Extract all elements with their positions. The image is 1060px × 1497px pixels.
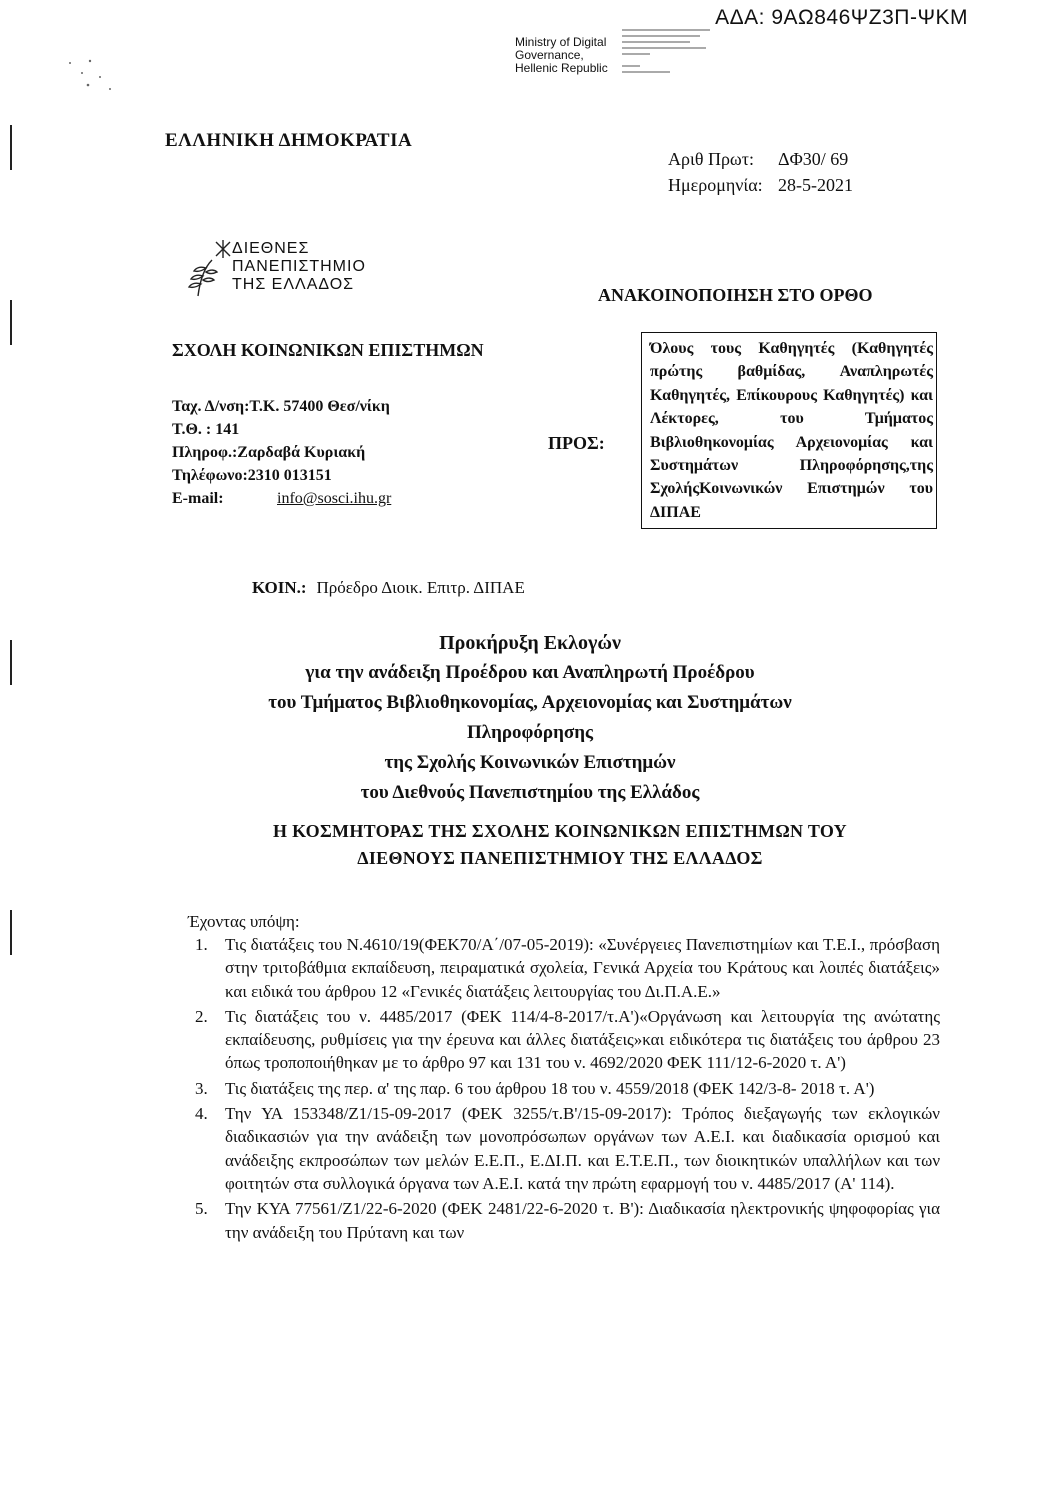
- scan-edge-rule: [10, 910, 12, 955]
- digital-signature-org: [515, 36, 615, 75]
- signature-line-3: Hellenic Republic: [515, 61, 608, 75]
- school-heading: ΣΧΟΛΗ ΚΟΙΝΩΝΙΚΩΝ ΕΠΙΣΤΗΜΩΝ: [172, 340, 484, 360]
- cc-value: Πρόεδρο Διοικ. Επιτρ. ΔΙΠΑΕ: [316, 578, 525, 597]
- announcement-line-4: Πληροφόρησης: [466, 722, 594, 743]
- signature-line-2: Governance,: [515, 48, 584, 62]
- list-item-text: Τις διατάξεις του Ν.4610/19(ΦΕΚ70/Α΄/07-05-2019): «Συνέργειες Πανεπιστημίων και Τ.Ε.Ι., πρόσβαση στην τριτοβάθμια εκπαίδευση, πειραματικά σχολεία, Γενικά Αρχεία του Κράτους και λοιπές διατάξεις» και ειδικά του άρθρου 12 «Γενικές διατάξεις λειτουργίας του Δι.Π.Α.Ε.»: [225, 935, 940, 1001]
- cc-label: ΚΟΙΝ.:: [252, 578, 307, 597]
- list-item-text: Την ΚΥΑ 77561/Ζ1/22-6-2020 (ΦΕΚ 2481/22-6-2020 τ. Β'): Διαδικασία ηλεκτρονικής ψηφοφορίας για την ανάδειξη του Πρύτανη και των: [225, 1199, 940, 1242]
- announcement-line-2: για την ανάδειξη Προέδρου και Αναπληρωτή Προέδρου: [305, 662, 755, 683]
- announcement-line-5: της Σχολής Κοινωνικών Επιστημών: [384, 752, 676, 773]
- address-line: Ταχ. Δ/νση:Τ.Κ. 57400 Θεσ/νίκη: [172, 398, 390, 415]
- announcement-line-3: του Τμήματος Βιβλιοθηκονομίας, Αρχειονομίας και Συστημάτων: [268, 692, 792, 713]
- considering-intro: Έχοντας υπόψη:: [188, 912, 300, 931]
- signature-details-icon: [620, 26, 730, 93]
- dean-line-2: ΔΙΕΘΝΟΥΣ ΠΑΝΕΠΙΣΤΗΜΙΟΥ ΤΗΣ ΕΛΛΑΔΟΣ: [357, 848, 763, 868]
- considerations-list: [195, 933, 940, 1246]
- university-line-1: ΔΙΕΘΝΕΣ: [232, 240, 310, 257]
- list-item-text: Την ΥΑ 153348/Ζ1/15-09-2017 (ΦΕΚ 3255/τ.Β'/15-09-2017): Τρόπος διεξαγωγής των εκλογικών διαδικασιών για την ανάδειξη των μονοπρόσωπων οργάνων των Α.Ε.Ι. και διαδικασία ορισμού και ανάδειξης εκπροσώπων των μελών Ε.Ε.Π., Ε.ΔΙ.Π. και Ε.Τ.Ε.Π., των διοικητικών υπαλλήλων και των φοιτητών στα συλλογικά όργανα των Α.Ε.Ι. κατά την πρώτη εφαρμογή του ν. 4485/2017 (Α' 114).: [225, 1104, 940, 1193]
- date-value: 28-5-2021: [778, 175, 853, 195]
- list-item-number: 1.: [195, 935, 208, 954]
- announcement-line-1: Προκήρυξη Εκλογών: [439, 632, 621, 654]
- phone-line: Τηλέφωνο:2310 013151: [172, 467, 332, 484]
- list-item-number: 5.: [195, 1199, 208, 1219]
- po-box-line: Τ.Θ. : 141: [172, 421, 240, 438]
- list-item-text: Τις διατάξεις του ν. 4485/2017 (ΦΕΚ 114/4-8-2017/τ.Α')«Οργάνωση και λειτουργία της ανώτατης εκπαίδευσης, ρυθμίσεις για την έρευνα και άλλες διατάξεις»και ειδικότερα τις διατάξεις του άρθρου 23 όπως τροποποιήθηκαν με το άρθρο 97 και 131 του ν. 4692/2020 ΦΕΚ 111/12-6-2020 τ. Α'): [225, 1006, 940, 1073]
- scan-edge-rule: [10, 640, 12, 685]
- list-item: [195, 933, 940, 1003]
- ada-code: ΑΔΑ: 9ΑΩ846ΨΖ3Π-ΨΚΜ: [715, 6, 968, 29]
- university-line-3: ΤΗΣ ΕΛΛΑΔΟΣ: [232, 276, 355, 293]
- list-item: [195, 1077, 940, 1100]
- list-item: [195, 1102, 940, 1195]
- scan-noise-icon: [60, 55, 120, 95]
- scan-edge-rule: [10, 125, 12, 170]
- cc-line: [252, 578, 525, 598]
- dean-heading: [150, 818, 970, 872]
- scan-edge-rule: [10, 300, 12, 345]
- list-item-number: 4.: [195, 1104, 208, 1124]
- contact-block: [172, 395, 391, 510]
- republic-heading: ΕΛΛΗΝΙΚΗ ΔΗΜΟΚΡΑΤΙΑ: [165, 130, 413, 151]
- email-link[interactable]: info@sosci.ihu.gr: [277, 490, 392, 507]
- university-line-2: ΠΑΝΕΠΙΣΤΗΜΙΟ: [232, 258, 366, 275]
- info-line: Πληροφ.:Ζαρδαβά Κυριακή: [172, 444, 366, 461]
- list-item-number: 3.: [195, 1078, 208, 1098]
- announcement-line-6: του Διεθνούς Πανεπιστημίου της Ελλάδος: [360, 782, 700, 803]
- list-item-number: 2.: [195, 1006, 208, 1026]
- recipient-box: Όλους τους Καθηγητές (Καθηγητές πρώτης βαθμίδας, Αναπληρωτές Καθηγητές, Επίκουρους Καθηγητές) και Λέκτορες, του Τμήματος Βιβλιοθηκονομίας Αρχειονομίας και Συστημάτων Πληροφόρησης,της ΣχολήςΚοινωνικών Επιστημών του ΔΙΠΑΕ: [641, 332, 937, 529]
- announcement-title: [100, 628, 960, 808]
- list-item: [195, 1197, 940, 1244]
- dean-line-1: Η ΚΟΣΜΗΤΟΡΑΣ ΤΗΣ ΣΧΟΛΗΣ ΚΟΙΝΩΝΙΚΩΝ ΕΠΙΣΤΗΜΩΝ ΤΟΥ: [273, 821, 847, 841]
- university-logo-icon: [186, 238, 236, 300]
- date-label: Ημερομηνία:: [668, 175, 763, 195]
- university-name: [232, 240, 366, 294]
- email-label: E-mail:: [172, 490, 224, 507]
- protocol-block: [668, 146, 853, 198]
- list-item: [195, 1005, 940, 1075]
- recipient-label: ΠΡΟΣ:: [548, 433, 605, 453]
- list-item-text: Τις διατάξεις της περ. α' της παρ. 6 του άρθρου 18 του ν. 4559/2018 (ΦΕΚ 142/3-8- 2018 τ. Α'): [225, 1078, 875, 1098]
- protocol-label: Αριθ Πρωτ:: [668, 149, 755, 169]
- signature-line-1: Ministry of Digital: [515, 35, 607, 49]
- notification-heading: ΑΝΑΚΟΙΝΟΠΟΙΗΣΗ ΣΤΟ ΟΡΘΟ: [598, 285, 873, 305]
- protocol-number: ΔΦ30/ 69: [778, 149, 849, 169]
